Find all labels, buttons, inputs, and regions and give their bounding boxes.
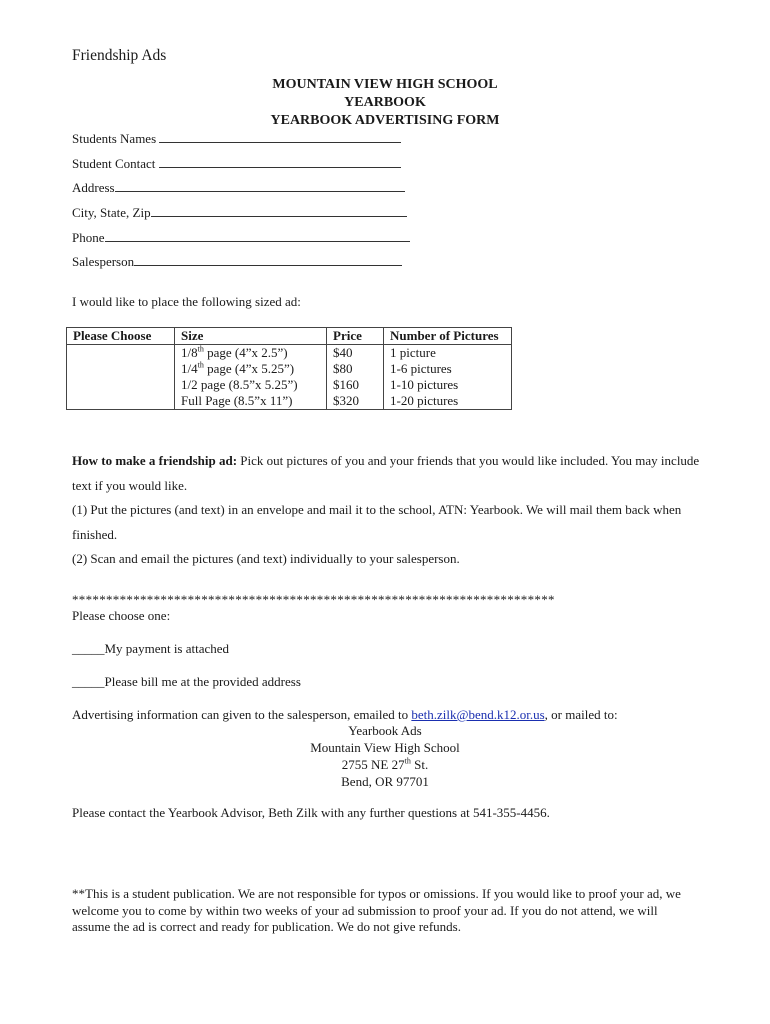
size-cell: 1/4th page (4”x 5.25”) [175,361,327,377]
pictures-cell: 1-6 pictures [384,361,512,377]
field-label: Students Names [72,131,160,146]
header-please-choose: Please Choose [67,328,175,345]
field-line[interactable] [151,204,407,217]
field-label: Salesperson [72,254,135,269]
price-cell: $320 [327,393,384,410]
mailing-address-line1: Yearbook Ads [348,723,422,738]
table-header-row [67,328,512,345]
size-cell: 1/8th page (4”x 2.5”) [175,345,327,362]
separator: *********************************************************************** [72,592,555,607]
school-title: MOUNTAIN VIEW HIGH SCHOOL [272,77,498,92]
salesperson-field[interactable] [72,253,402,271]
price-cell: $80 [327,361,384,377]
students-names-field[interactable] [72,130,401,148]
choose-cell[interactable] [67,393,175,410]
header-number-of-pictures: Number of Pictures [384,328,512,345]
mailing-address-line2: Mountain View High School [310,740,460,755]
choose-one-label: Please choose one: [72,608,171,623]
size-cell: 1/2 page (8.5”x 5.25”) [175,377,327,393]
ad-intro: I would like to place the following sized ad: [72,294,301,309]
form-title: YEARBOOK ADVERTISING FORM [270,113,500,128]
field-line[interactable] [159,130,401,143]
choose-cell[interactable] [67,361,175,377]
table-row[interactable] [67,377,512,393]
size-cell: Full Page (8.5”x 11”) [175,393,327,410]
pictures-cell: 1-20 pictures [384,393,512,410]
field-label: Student Contact [72,156,159,171]
field-line[interactable] [134,253,402,266]
ad-size-table [66,327,512,410]
email-link[interactable]: beth.zilk@bend.k12.or.us [411,707,545,722]
how-to-heading: How to make a friendship ad: [72,453,238,468]
address-field[interactable] [72,179,405,197]
payment-attached-option[interactable]: _____My payment is attached [72,641,230,656]
contact-advisor: Please contact the Yearbook Advisor, Beth Zilk with any further questions at 541-355-4456. [72,805,550,820]
yearbook-title: YEARBOOK [344,95,426,110]
field-line[interactable] [105,229,410,242]
phone-field[interactable] [72,229,410,247]
city-state-zip-field[interactable] [72,204,407,222]
field-label: Phone [72,230,105,245]
field-line[interactable] [115,179,405,192]
field-label: City, State, Zip [72,205,151,220]
pictures-cell: 1 picture [384,345,512,362]
step-two: (2) Scan and email the pictures (and text) individually to your salesperson. [72,551,460,566]
header-size: Size [175,328,327,345]
header-price: Price [327,328,384,345]
how-to-paragraph [72,449,712,498]
table-row[interactable] [67,361,512,377]
choose-cell[interactable] [67,377,175,393]
price-cell: $40 [327,345,384,362]
field-label: Address [72,180,115,195]
how-to-text: Pick out pictures of you and your friends that you would like included. You may include text if you would like. [72,453,700,493]
bill-me-option[interactable]: _____Please bill me at the provided address [72,674,301,689]
field-line[interactable] [159,155,401,168]
pictures-cell: 1-10 pictures [384,377,512,393]
mailing-address-city: Bend, OR 97701 [341,774,429,789]
advertising-info: Advertising information can given to the salesperson, emailed to beth.zilk@bend.k12.or.us, or mailed to: [72,707,618,722]
price-cell: $160 [327,377,384,393]
header-tag: Friendship Ads [72,47,167,64]
mailing-address-street: 2755 NE 27th St. [341,756,429,772]
step-one: (1) Put the pictures (and text) in an envelope and mail it to the school, ATN: Yearbook. We will mail them back when finished. [72,502,682,542]
disclaimer: **This is a student publication. We are not responsible for typos or omissions. If you would like to proof your ad, we welcome you to come by within two weeks of your ad submission to proof your ad. If you do not attend, we will assume the ad is correct and ready for publication. We do not give refunds. [72,886,681,934]
table-row[interactable] [67,393,512,410]
table-row[interactable] [67,345,512,362]
student-contact-field[interactable] [72,155,401,173]
choose-cell[interactable] [67,345,175,362]
